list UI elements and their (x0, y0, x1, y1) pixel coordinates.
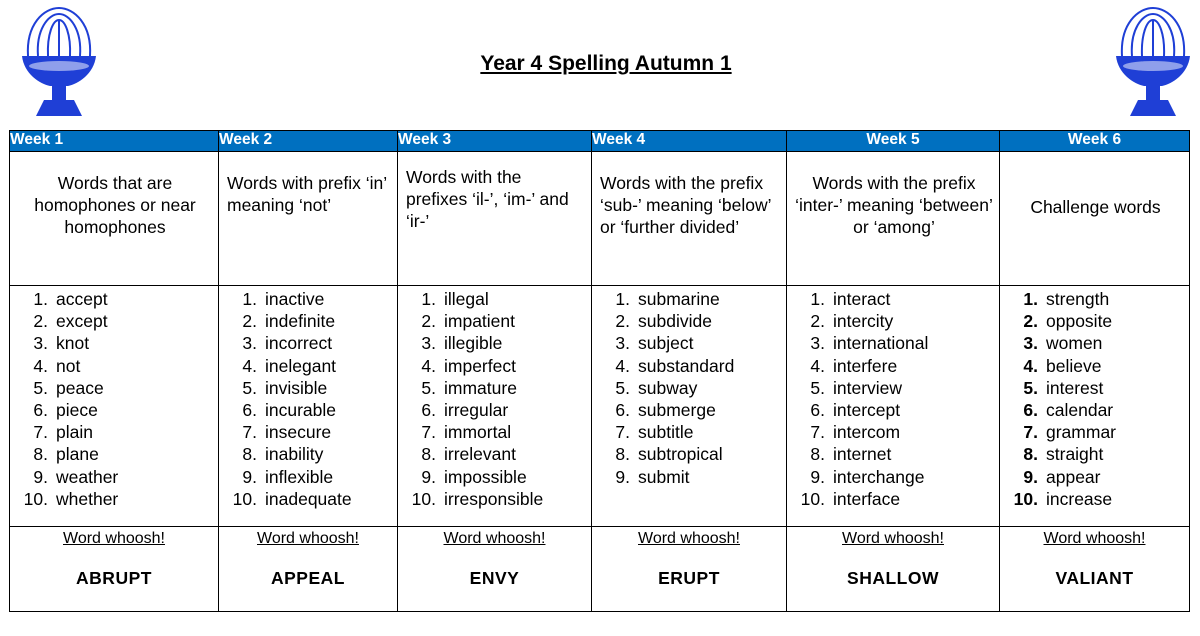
word-text: interact (833, 289, 891, 309)
word-text: not (56, 355, 81, 376)
word-item (10, 377, 218, 399)
whoosh-word: ENVY (469, 568, 520, 588)
word-text: immature (444, 377, 517, 398)
word-item (592, 332, 786, 354)
word-number: 6. (1023, 399, 1038, 420)
word-text: inflexible (265, 466, 334, 487)
description-cell (787, 152, 1000, 286)
word-number: 4. (421, 355, 436, 376)
word-item (1000, 488, 1189, 510)
word-text: impatient (444, 311, 516, 332)
word-number: 7. (1023, 422, 1038, 443)
word-item (1000, 288, 1189, 310)
whoosh-label: Word whoosh! (443, 530, 546, 547)
word-number: 8. (810, 444, 825, 465)
word-text: straight (1046, 444, 1104, 465)
word-number: 5. (242, 377, 257, 398)
word-item (10, 488, 218, 510)
word-text: increase (1046, 488, 1113, 509)
word-text: interchange (833, 466, 925, 487)
word-number: 5. (33, 377, 48, 398)
week-header: Week 4 (592, 131, 787, 152)
word-number: 1. (33, 289, 48, 309)
word-number: 7. (33, 422, 48, 443)
word-item (398, 466, 591, 488)
word-item (10, 421, 218, 443)
description-cell (398, 152, 592, 286)
whoosh-cell (787, 527, 1000, 612)
word-number: 5. (1023, 377, 1038, 398)
word-item (219, 488, 397, 510)
word-number: 9. (421, 466, 436, 487)
word-item (10, 332, 218, 354)
word-text: interfere (833, 355, 898, 376)
word-item (10, 288, 218, 310)
word-item (219, 443, 397, 465)
word-item (219, 399, 397, 421)
word-item (1000, 332, 1189, 354)
word-text: grammar (1046, 422, 1117, 443)
word-text: subtropical (638, 444, 723, 465)
word-number: 3. (33, 333, 48, 354)
page-title: Year 4 Spelling Autumn 1 (480, 52, 732, 75)
word-text: intercom (833, 422, 901, 443)
word-number: 3. (421, 333, 436, 354)
word-number: 4. (1023, 355, 1038, 376)
whoosh-word: APPEAL (271, 568, 345, 588)
word-text: irregular (444, 399, 509, 420)
word-text: interview (833, 377, 903, 398)
word-number: 2. (242, 311, 257, 332)
word-number: 9. (810, 466, 825, 487)
word-text: believe (1046, 355, 1102, 376)
word-text: women (1046, 333, 1103, 354)
word-number: 10. (23, 488, 48, 509)
week-description: Challenge words (1030, 197, 1161, 217)
word-text: calendar (1046, 399, 1114, 420)
word-text: appear (1046, 466, 1101, 487)
week-header: Week 5 (787, 131, 1000, 152)
week-header: Week 1 (10, 131, 219, 152)
word-text: knot (56, 333, 90, 354)
word-list-row (10, 286, 1190, 527)
word-item (787, 377, 999, 399)
description-row (10, 152, 1190, 286)
word-item (398, 399, 591, 421)
word-number: 6. (33, 399, 48, 420)
word-item (10, 355, 218, 377)
whoosh-word: SHALLOW (847, 568, 939, 588)
word-number: 6. (421, 399, 436, 420)
word-item (787, 443, 999, 465)
word-text: strength (1046, 289, 1110, 309)
word-item (787, 288, 999, 310)
word-text: substandard (638, 355, 735, 376)
description-cell (592, 152, 787, 286)
word-number: 5. (615, 377, 630, 398)
word-text: illegal (444, 289, 489, 309)
spelling-table (9, 130, 1190, 612)
word-item (1000, 421, 1189, 443)
description-cell (1000, 152, 1190, 286)
word-number: 6. (615, 399, 630, 420)
word-text: illegible (444, 333, 503, 354)
word-number: 9. (615, 466, 630, 487)
word-item (592, 355, 786, 377)
whoosh-label: Word whoosh! (638, 530, 740, 547)
word-whoosh-row (10, 527, 1190, 612)
whoosh-cell (1000, 527, 1190, 612)
word-item (1000, 399, 1189, 421)
word-number: 5. (421, 377, 436, 398)
word-list-cell (787, 286, 1000, 527)
word-list-cell (10, 286, 219, 527)
week-description: Words with the prefixes ‘il-’, ‘im-’ and ‘ir-’ (406, 167, 569, 231)
word-text: interface (833, 488, 901, 509)
word-item (398, 443, 591, 465)
word-text: peace (56, 377, 104, 398)
word-number: 7. (421, 422, 436, 443)
word-item (219, 288, 397, 310)
word-list-cell (1000, 286, 1190, 527)
word-text: impossible (444, 466, 527, 487)
word-number: 2. (33, 311, 48, 332)
word-number: 1. (810, 289, 825, 309)
whoosh-word: ERUPT (658, 568, 720, 588)
whoosh-word: VALIANT (1055, 568, 1134, 588)
week-description: Words with prefix ‘in’ meaning ‘not’ (227, 173, 387, 215)
word-item (219, 421, 397, 443)
word-number: 3. (615, 333, 630, 354)
word-text: whether (56, 488, 119, 509)
word-item (1000, 355, 1189, 377)
word-number: 7. (242, 422, 257, 443)
whoosh-cell (592, 527, 787, 612)
week-description: Words with the prefix ‘inter-’ meaning ‘between’ or ‘among’ (795, 173, 993, 237)
word-item (787, 332, 999, 354)
word-text: incurable (265, 399, 337, 420)
word-text: irresponsible (444, 488, 544, 509)
word-item (787, 310, 999, 332)
word-item (1000, 377, 1189, 399)
word-text: piece (56, 399, 98, 420)
word-text: subtitle (638, 422, 694, 443)
word-item (398, 310, 591, 332)
word-number: 9. (33, 466, 48, 487)
word-text: intercity (833, 311, 894, 332)
week-header: Week 2 (219, 131, 398, 152)
week-description: Words that are homophones or near homophones (34, 173, 196, 237)
word-item (398, 332, 591, 354)
word-item (787, 421, 999, 443)
word-item (787, 488, 999, 510)
word-item (1000, 443, 1189, 465)
word-item (592, 443, 786, 465)
word-number: 2. (421, 311, 436, 332)
word-number: 10. (1013, 488, 1038, 509)
word-item (592, 466, 786, 488)
word-number: 8. (33, 444, 48, 465)
week-description: Words with the prefix ‘sub-’ meaning ‘below’ or ‘further divided’ (600, 173, 771, 237)
word-text: indefinite (265, 311, 336, 332)
word-number: 3. (1023, 333, 1038, 354)
word-item (592, 377, 786, 399)
word-number: 6. (242, 399, 257, 420)
word-text: inadequate (265, 488, 352, 509)
word-number: 4. (33, 355, 48, 376)
word-number: 10. (411, 488, 436, 509)
word-number: 9. (1023, 466, 1038, 487)
word-list (1000, 286, 1189, 510)
word-text: plane (56, 444, 99, 465)
word-list (10, 286, 218, 510)
whoosh-label: Word whoosh! (842, 530, 944, 547)
word-item (10, 443, 218, 465)
word-item (787, 399, 999, 421)
word-list-cell (219, 286, 398, 527)
word-text: international (833, 333, 929, 354)
whoosh-cell (398, 527, 592, 612)
word-number: 1. (242, 289, 257, 309)
word-number: 3. (242, 333, 257, 354)
word-list (398, 286, 591, 510)
word-number: 10. (232, 488, 257, 509)
word-text: opposite (1046, 311, 1113, 332)
word-number: 10. (800, 488, 825, 509)
word-text: accept (56, 289, 108, 309)
word-item (10, 310, 218, 332)
word-text: weather (56, 466, 119, 487)
word-item (219, 466, 397, 488)
word-item (787, 355, 999, 377)
word-text: invisible (265, 377, 328, 398)
word-text: subject (638, 333, 694, 354)
word-item (592, 310, 786, 332)
word-text: subway (638, 377, 698, 398)
word-text: inability (265, 444, 324, 465)
whoosh-label: Word whoosh! (63, 530, 165, 547)
word-list (787, 286, 999, 510)
word-number: 6. (810, 399, 825, 420)
word-number: 8. (421, 444, 436, 465)
word-number: 5. (810, 377, 825, 398)
word-list (219, 286, 397, 510)
word-number: 8. (1023, 444, 1038, 465)
word-text: interest (1046, 377, 1104, 398)
word-text: insecure (265, 422, 332, 443)
whoosh-cell (10, 527, 219, 612)
word-item (398, 355, 591, 377)
word-item (398, 488, 591, 510)
whoosh-label: Word whoosh! (257, 530, 359, 547)
word-item (787, 466, 999, 488)
word-text: immortal (444, 422, 512, 443)
word-number: 4. (615, 355, 630, 376)
word-number: 7. (615, 422, 630, 443)
word-text: incorrect (265, 333, 333, 354)
word-item (592, 399, 786, 421)
word-number: 1. (421, 289, 436, 309)
word-item (219, 377, 397, 399)
word-number: 1. (1023, 289, 1038, 309)
word-text: submarine (638, 289, 720, 309)
word-number: 2. (1023, 311, 1038, 332)
word-item (398, 377, 591, 399)
word-text: internet (833, 444, 892, 465)
word-list-cell (592, 286, 787, 527)
week-header-row (10, 131, 1190, 152)
word-item (592, 421, 786, 443)
description-cell (219, 152, 398, 286)
word-number: 4. (810, 355, 825, 376)
word-text: inelegant (265, 355, 337, 376)
word-text: imperfect (444, 355, 516, 376)
word-item (592, 288, 786, 310)
word-text: inactive (265, 289, 325, 309)
whoosh-cell (219, 527, 398, 612)
word-text: intercept (833, 399, 901, 420)
word-number: 1. (615, 289, 630, 309)
week-header: Week 6 (1000, 131, 1190, 152)
whoosh-label: Word whoosh! (1043, 530, 1146, 547)
word-list (592, 286, 786, 488)
week-header: Week 3 (398, 131, 592, 152)
word-text: subdivide (638, 311, 712, 332)
word-text: submerge (638, 399, 716, 420)
word-list-cell (398, 286, 592, 527)
description-cell (10, 152, 219, 286)
word-item (219, 355, 397, 377)
word-number: 3. (810, 333, 825, 354)
word-number: 9. (242, 466, 257, 487)
word-item (398, 421, 591, 443)
word-number: 2. (615, 311, 630, 332)
word-item (219, 310, 397, 332)
word-number: 8. (242, 444, 257, 465)
word-item (398, 288, 591, 310)
word-number: 7. (810, 422, 825, 443)
word-text: submit (638, 466, 690, 487)
word-item (1000, 310, 1189, 332)
word-item (219, 332, 397, 354)
word-number: 4. (242, 355, 257, 376)
word-item (1000, 466, 1189, 488)
word-number: 2. (810, 311, 825, 332)
whoosh-word: ABRUPT (76, 568, 152, 588)
word-text: plain (56, 422, 93, 443)
word-item (10, 399, 218, 421)
word-text: except (56, 311, 108, 332)
word-number: 8. (615, 444, 630, 465)
word-text: irrelevant (444, 444, 516, 465)
word-item (10, 466, 218, 488)
